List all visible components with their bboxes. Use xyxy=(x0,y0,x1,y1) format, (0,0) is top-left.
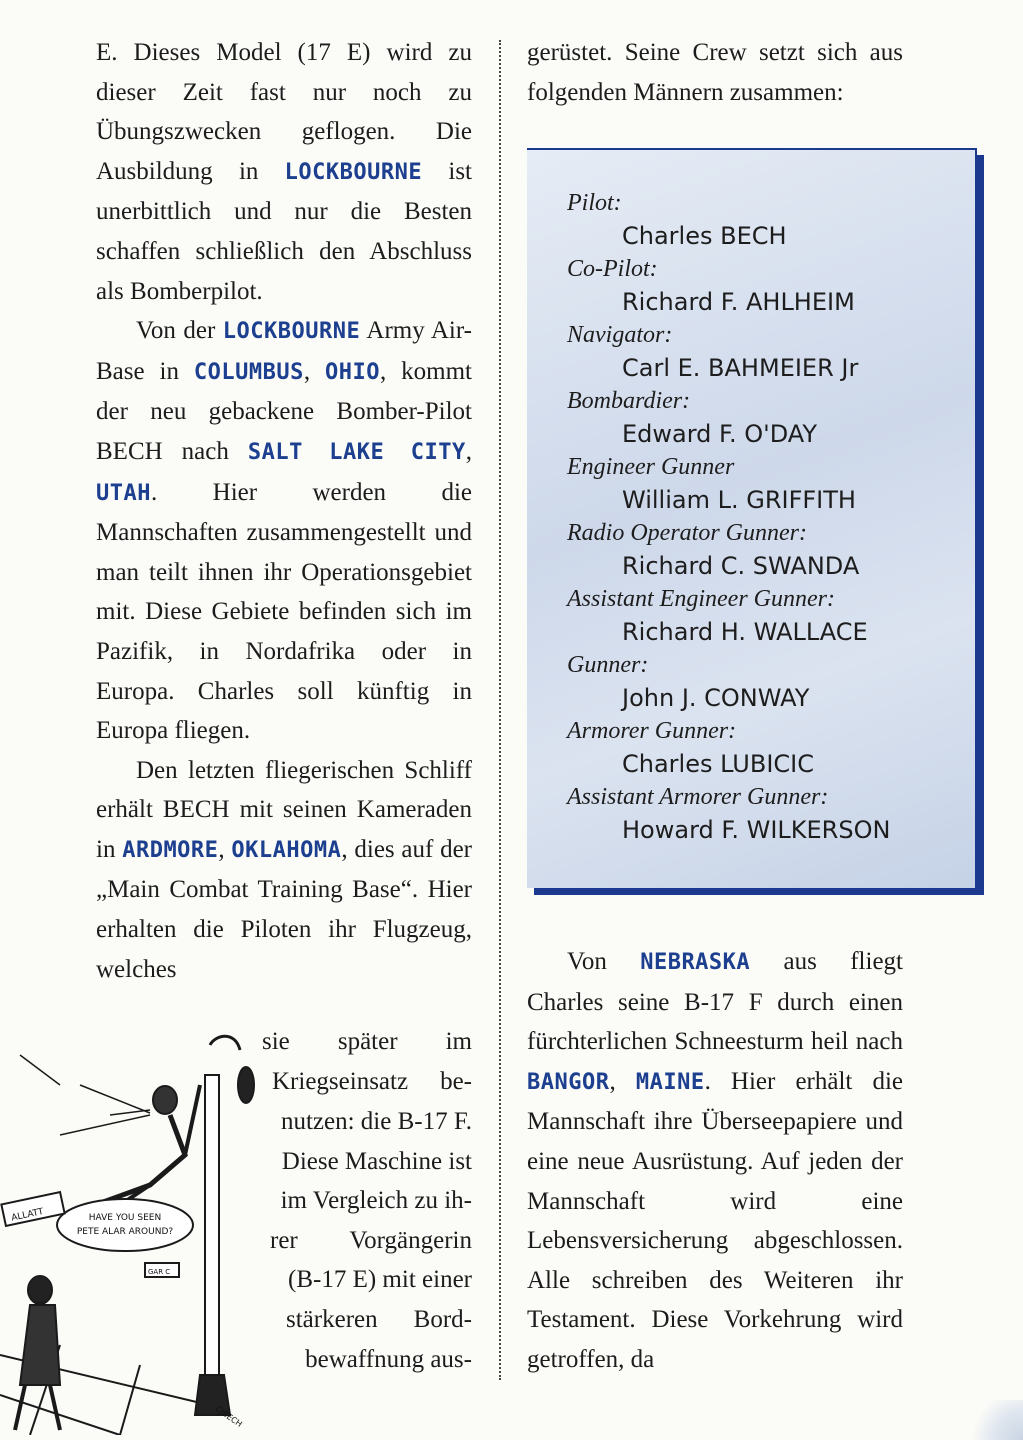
crew-name: William L. GRIFFITH xyxy=(622,486,856,514)
keyword-lockbourne: LOCKBOURNE xyxy=(222,319,361,345)
crew-role: Co-Pilot: xyxy=(567,256,658,282)
wrap-line: Diese Maschine ist xyxy=(281,1148,472,1175)
keyword-nebraska: NEBRASKA xyxy=(640,950,751,975)
text-run: , xyxy=(465,437,472,465)
paragraph-2 xyxy=(96,311,472,751)
keyword-ohio: OHIO xyxy=(325,359,380,385)
crew-role: Armorer Gunner: xyxy=(567,718,737,744)
keyword-maine: MAINE xyxy=(635,1069,705,1095)
bubble-line-1: HAVE YOU SEEN xyxy=(88,1213,162,1223)
text-run: . Hier werden die Mannschaften zusammengestellt und man teilt ihnen ihr Operationsgebiet mit. Diese Gebiete befinden sich im Pazifik, in Nordafrika oder in Europa. Charles soll künftig in Europa fliegen. xyxy=(96,478,472,745)
crew-role: Assistant Armorer Gunner: xyxy=(567,784,829,810)
cartoon-illustration xyxy=(0,1015,300,1435)
wrap-line: nutzen: die B-17 F. xyxy=(280,1108,472,1135)
right-column xyxy=(527,33,903,112)
keyword-lockbourne: LOCKBOURNE xyxy=(284,159,423,185)
text-run: , dies auf der „Main Combat Training Base“. Hier erhalten die Piloten ihr Flugzeug, welches xyxy=(96,835,472,983)
crew-name: John J. CONWAY xyxy=(622,684,810,712)
crew-name: Richard C. SWANDA xyxy=(622,552,860,580)
wrap-line: stärkeren Bord- xyxy=(286,1306,472,1333)
text-run: Von der xyxy=(136,317,223,345)
right-bottom-column xyxy=(527,942,903,1380)
artist-signature: CJBECH xyxy=(213,1404,244,1429)
crew-role: Navigator: xyxy=(567,322,673,348)
keyword-ardmore: ARDMORE xyxy=(122,837,219,863)
keyword-utah: UTAH xyxy=(96,480,151,506)
bubble-line-2: PETE ALAR AROUND? xyxy=(76,1227,174,1237)
crew-name: Edward F. O'DAY xyxy=(622,420,818,448)
paragraph-1 xyxy=(96,33,472,311)
crew-name: Charles LUBICIC xyxy=(622,750,814,778)
wrap-line: Kriegseinsatz be- xyxy=(272,1068,472,1095)
crew-box xyxy=(527,148,977,888)
text-run: E. Dieses Model (17 E) wird zu dieser Zeit fast nur noch zu Übungszwecken geflogen. Die Ausbildung in xyxy=(96,39,472,185)
wrap-line: rer Vorgängerin xyxy=(270,1227,472,1254)
wrap-line: sie später im xyxy=(262,1028,472,1055)
text-run: Von xyxy=(567,948,641,975)
keyword-columbus: COLUMBUS xyxy=(193,359,304,385)
crew-name: Howard F. WILKERSON xyxy=(622,816,891,844)
crew-role: Assistant Engineer Gunner: xyxy=(567,586,835,612)
crew-name: Charles BECH xyxy=(622,222,787,250)
crew-role: Radio Operator Gunner: xyxy=(567,520,807,546)
crew-role: Pilot: xyxy=(567,190,622,216)
keyword-bangor: BANGOR xyxy=(527,1069,610,1095)
page-corner-decoration xyxy=(963,1400,1023,1440)
crew-role: Gunner: xyxy=(567,652,649,678)
keyword-oklahoma: OKLAHOMA xyxy=(231,837,342,863)
crew-role: Bombardier: xyxy=(567,388,691,414)
text-run: . Hier erhält die Mannschaft ihre Überseepapiere und eine neue Ausrüstung. Auf jeden der Mannschaft wird eine Lebensversicherung abgeschlossen. Alle schreiben des Weiteren ihr Testament. Diese Vorkehrung wird getroffen, da xyxy=(527,1067,904,1373)
text-run: Den letzten fliegerischen Schliff erhält BECH mit seinen Kameraden in xyxy=(96,756,472,863)
wrap-line: bewaffnung aus- xyxy=(305,1346,472,1373)
wrap-line: (B-17 E) mit einer xyxy=(288,1266,472,1293)
crew-name: Carl E. BAHMEIER Jr xyxy=(622,354,859,382)
paragraph-crew-intro: gerüstet. Seine Crew setzt sich aus folgenden Männern zusammen: xyxy=(527,39,903,106)
text-run: , kommt der neu gebackene Bomber-Pilot BECH nach xyxy=(96,357,473,465)
cartoon-sign: ALLATT xyxy=(10,1206,45,1224)
text-run: aus fliegt Charles seine B-17 F durch einen fürchterlichen Schneesturm heil nach xyxy=(527,948,903,1056)
text-run: , xyxy=(303,357,326,385)
text-run: ist unerbittlich und nur die Besten schaffen schließlich den Abschluss als Bomberpilot. xyxy=(96,157,472,305)
paragraph-3 xyxy=(96,751,472,990)
keyword-salt-lake-city: SALT LAKE CITY xyxy=(247,439,466,465)
crew-list xyxy=(567,188,967,848)
column-divider xyxy=(499,40,501,1380)
crew-role: Engineer Gunner xyxy=(567,454,735,480)
crew-name: Richard H. WALLACE xyxy=(622,618,868,646)
wrap-line: im Vergleich zu ih- xyxy=(280,1187,472,1214)
paragraph-nebraska xyxy=(527,942,903,1380)
left-column xyxy=(96,33,472,989)
cartoon-small-sign: GAR C xyxy=(148,1268,171,1276)
text-run: , xyxy=(218,835,232,863)
crew-name: Richard F. AHLHEIM xyxy=(622,288,855,316)
text-run: Army Air-Base in xyxy=(96,317,472,385)
text-run: , xyxy=(609,1067,636,1095)
